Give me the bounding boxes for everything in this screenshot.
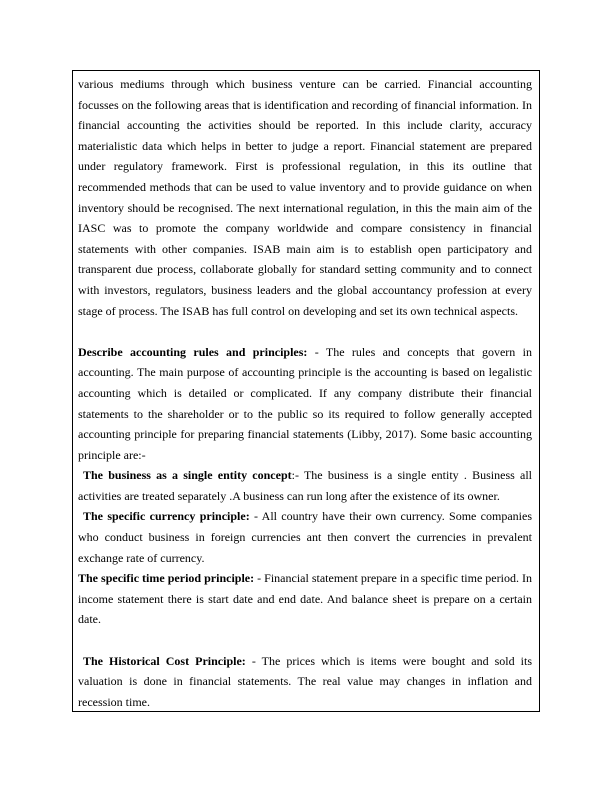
heading-accounting-rules: Describe accounting rules and principles: [78,344,308,359]
paragraph-text: - The prices which is items were bought and sold its valuation is done in financial statements. The real value may changes in inflation and recession time. [78,653,532,709]
paragraph-text: - Financial statement prepare in a specific time period. In income statement there is start date and end date. And balance sheet is prepare on a certain date. [78,571,532,627]
paragraph-historical-cost [78,651,532,712]
paragraph-single-entity [78,465,532,506]
paragraph-text: - All country have their own currency. Some companies who conduct business in foreign currencies ant then convert the currencies in prevalent exchange rate of currency. [78,509,533,565]
paragraph-accounting-rules [78,342,532,466]
paragraph-specific-currency [78,506,532,568]
paragraph-time-period [78,568,532,630]
heading-time-period: The specific time period principle: [78,571,255,586]
heading-specific-currency: The specific currency principle: [83,509,250,524]
heading-single-entity: The business as a single entity concept [83,468,292,483]
paragraph-text: - The rules and concepts that govern in accounting. The main purpose of accounting principle is the accounting is based on legalistic accounting which is detailed or complicated. If any company distribute their financial statements to the shareholder or to the public so its required to follow generally accepted accounting principle for preparing financial statements (Libby, 2017). Some basic accounting principle are:- [78,344,532,462]
paragraph-text: various mediums through which business venture can be carried. Financial accounting focusses on the following areas that is identification and recording of financial information. In financial accounting the activities should be reported. In this include clarity, accuracy materialistic data which helps in better to judge a report. Financial statement are prepared under regulatory framework. First is professional regulation, in this its outline that recommended methods that can be used to value inventory and to provide guidance on when inventory should be recognised. The next international regulation, in this the main aim of the IASC was to promote the company worldwide and compare consistency in financial statements with other companies. ISAB main aim is to establish open participatory and transparent due process, collaborate globally for standard setting community and to connect with investors, regulators, business leaders and the global accountancy profession at every stage of process. The ISAB has full control on developing and set its own technical aspects. [78,77,532,318]
paragraph-financial-accounting [78,74,532,321]
heading-historical-cost: The Historical Cost Principle: [83,653,246,668]
text-frame [72,70,540,712]
paragraph-text: :- The business is a single entity . Business all activities are treated separately .A business can run long after the existence of its owner. [78,468,532,503]
